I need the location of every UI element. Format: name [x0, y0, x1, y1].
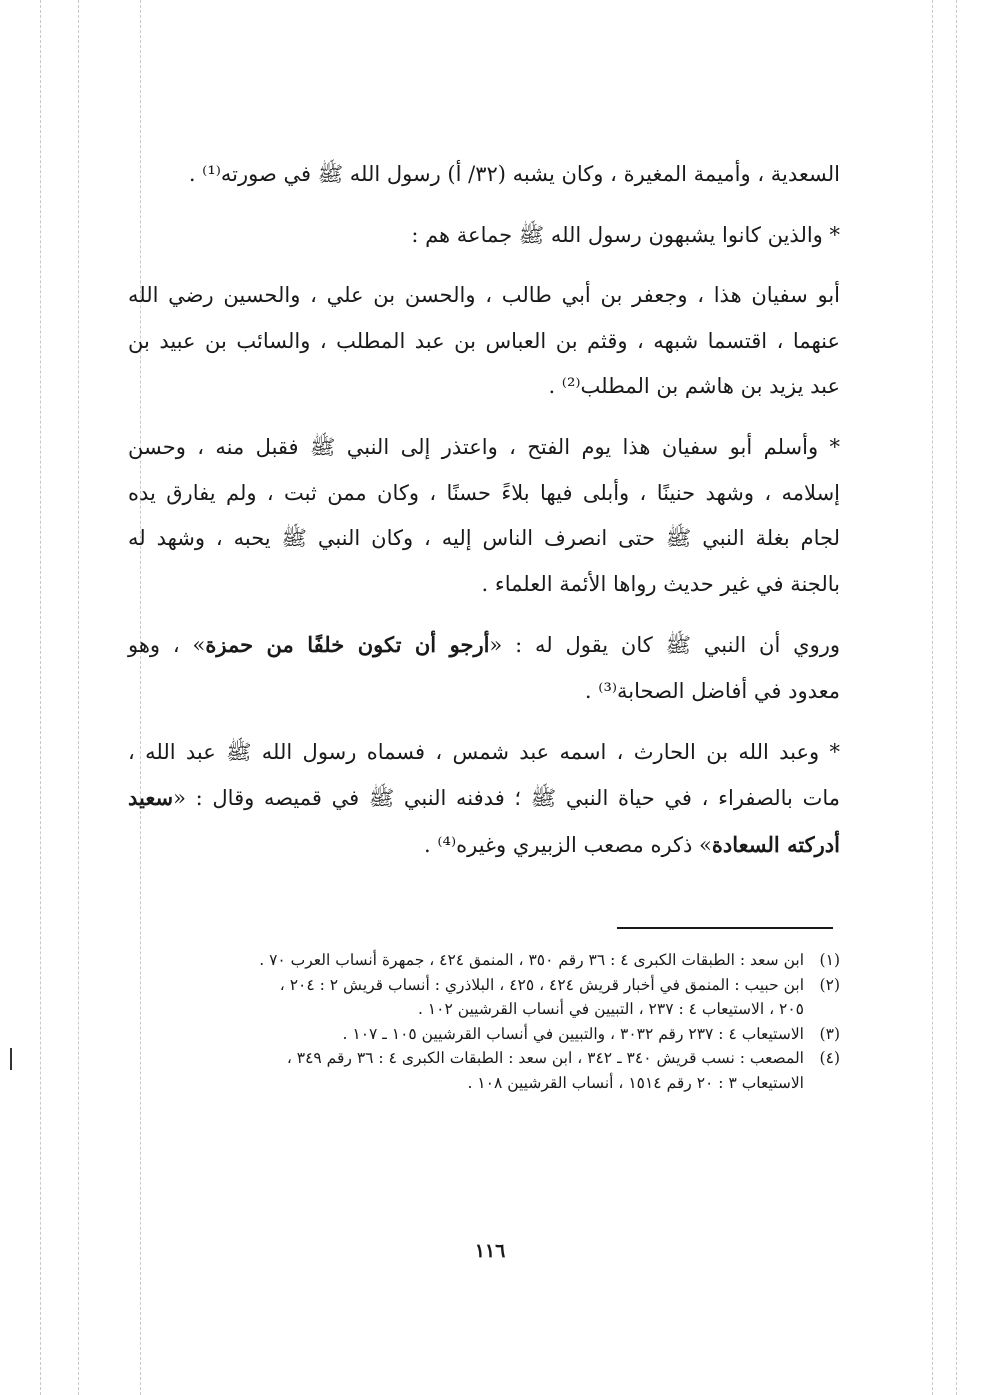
- footnote-number: (٤): [819, 1049, 840, 1067]
- footnote-number: (٢): [819, 975, 840, 994]
- paragraph: [128, 622, 840, 714]
- footnote-separator: [617, 927, 833, 929]
- scan-border-line: [40, 0, 41, 1395]
- paragraph: [128, 730, 840, 869]
- main-text: [128, 152, 840, 883]
- footnote-number: (٣): [819, 1024, 840, 1043]
- paragraph: [128, 213, 840, 259]
- footnote: [128, 1022, 840, 1047]
- text-segment: وروي أن النبي ﷺ كان يقول له : «: [489, 633, 840, 658]
- text-line: عنهما ، اقتسما شبهه ، وقثم بن العباس بن عبد المطلب ، والسائب بن عبيد بن: [128, 328, 840, 353]
- text-line: * وعبد الله بن الحارث ، اسمه عبد شمس ، فسماه رسول الله ﷺ عبد الله ،: [128, 739, 840, 764]
- text-line: * وأسلم أبو سفيان هذا يوم الفتح ، واعتذر إلى النبي ﷺ فقبل منه ، وحسن: [128, 434, 840, 459]
- text-line: معدود في أفاضل الصحابة⁽³⁾ .: [584, 678, 840, 703]
- footnote: [128, 1046, 840, 1095]
- hadith-quote: سعيد: [128, 785, 174, 811]
- text-line: بالجنة في غير حديث رواها الأئمة العلماء .: [481, 571, 840, 596]
- footnote-line: الاستيعاب ٣ : ٢٠ رقم ١٥١٤ ، أنساب القرشيين ١٠٨ .: [467, 1073, 804, 1092]
- text-line: لجام بغلة النبي ﷺ حتى انصرف الناس إليه ، وكان النبي ﷺ يحبه ، وشهد له: [128, 526, 840, 551]
- paragraph: [128, 152, 840, 198]
- text-line: إسلامه ، وشهد حنينًا ، وأبلى فيها بلاءً حسنًا ، وكان ممن ثبت ، ولم يفارق يده: [128, 480, 840, 505]
- text-line: السعدية ، وأميمة المغيرة ، وكان يشبه (٣٢/ أ) رسول الله ﷺ في صورته⁽¹⁾ .: [188, 162, 840, 186]
- footnote-line: المصعب : نسب قريش ٣٤٠ ـ ٣٤٢ ، ابن سعد : الطبقات الكبرى ٤ : ٣٦ رقم ٣٤٩ ،: [286, 1049, 804, 1067]
- text-line: عبد يزيد بن هاشم بن المطلب⁽²⁾ .: [548, 374, 840, 399]
- text-line: * والذين كانوا يشبهون رسول الله ﷺ جماعة هم :: [411, 222, 840, 247]
- footnote: [128, 973, 840, 1022]
- text-line: [128, 622, 840, 669]
- footnotes: [128, 948, 840, 1095]
- footnote-line: ابن حبيب : المنمق في أخبار قريش ٤٢٤ ، ٤٢٥ ، البلاذري : أنساب قريش ٢ : ٢٠٤ ،: [279, 975, 804, 994]
- scan-border-line: [932, 0, 933, 1395]
- text-line: أبو سفيان هذا ، وجعفر بن أبي طالب ، والحسن بن علي ، والحسين رضي الله: [128, 283, 840, 308]
- footnote-line: الاستيعاب ٤ : ٢٣٧ رقم ٣٠٣٢ ، والتبيين في أنساب القرشيين ١٠٥ ـ ١٠٧ .: [342, 1024, 804, 1043]
- text-line: [128, 775, 840, 822]
- text-line: [128, 822, 840, 869]
- text-segment: مات بالصفراء ، في حياة النبي ﷺ ؛ فدفنه النبي ﷺ في قميصه وقال : «: [173, 786, 840, 811]
- scan-artifact-mark: [10, 1048, 12, 1070]
- hadith-quote: أدركته السعادة: [711, 831, 840, 857]
- scan-border-line: [78, 0, 79, 1395]
- footnote-number: (١): [819, 951, 840, 969]
- paragraph: [128, 273, 840, 410]
- hadith-quote: أرجو أن تكون خلفًا من حمزة: [205, 632, 490, 658]
- paragraph: [128, 425, 840, 607]
- text-segment: » ، وهو: [128, 633, 206, 658]
- footnote: [128, 948, 840, 973]
- page-number: ١١٦: [474, 1240, 506, 1262]
- footnote-line: ابن سعد : الطبقات الكبرى ٤ : ٣٦ رقم ٣٥٠ ، المنمق ٤٢٤ ، جمهرة أنساب العرب ٧٠ .: [259, 951, 804, 969]
- text-segment: » ذكره مصعب الزبيري وغيره⁽⁴⁾ .: [424, 832, 712, 857]
- scan-border-line: [956, 0, 957, 1395]
- footnote-line: ٢٠٥ ، الاستيعاب ٤ : ٢٣٧ ، التبيين في أنساب القرشيين ١٠٢ .: [417, 1000, 804, 1018]
